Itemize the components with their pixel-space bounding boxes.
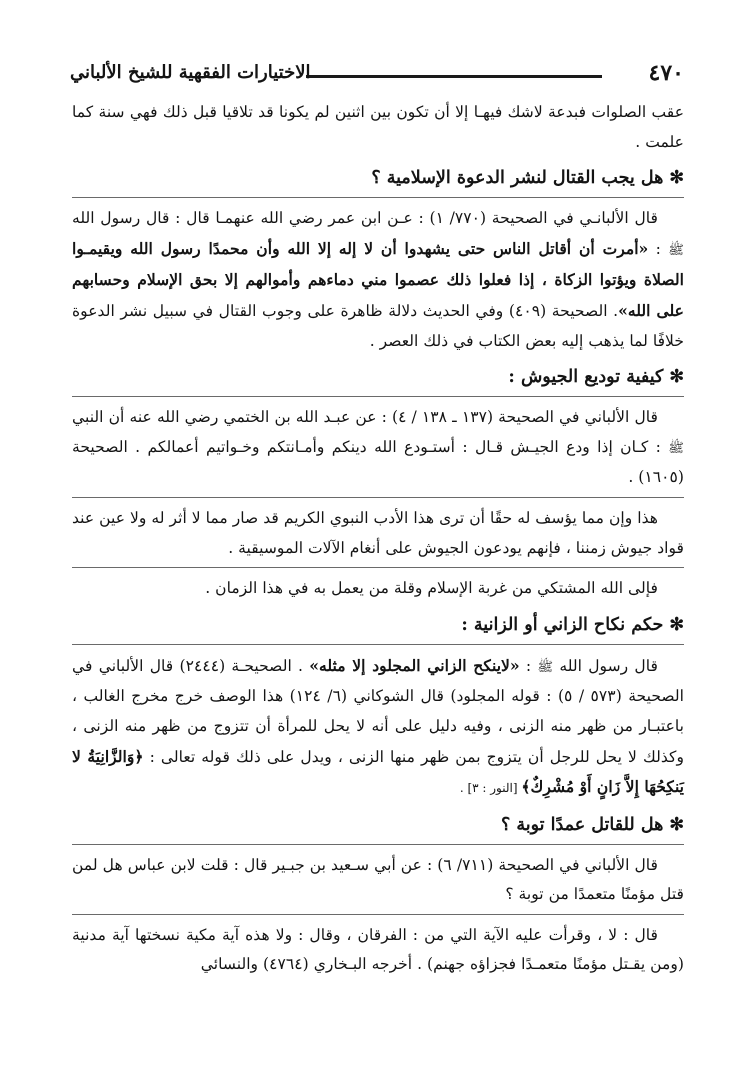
section-heading-armies [72,362,684,392]
section-divider [72,567,684,568]
section-heading-killer-repentance [72,810,684,840]
intro-paragraph: عقب الصلوات فبدعة لاشك فيهـا إلا أن تكون بين اثنين لم يكونا قد تلاقيا قبل ذلك فهي سنة كما علمت . [72,103,684,151]
text-run: : كـان إذا ودع الجيـش قـال : أستـودع الله دينكم وأمـانتكم وخـواتيم أعمالكم . الصحيحة (١٦٠٥) . [72,437,684,487]
heading-text: هل يجب القتال لنشر الدعوة الإسلامية ؟ [371,168,664,189]
page-body [72,98,684,984]
heading-text: حكم نكاح الزاني أو الزانية : [461,614,664,635]
heading-text: هل للقاتل عمدًا توبة ؟ [500,814,664,835]
hadith-quote: «أمرت أن أقاتل الناس حتى يشهدوا أن لا إله إلا الله وأن محمدًا رسول الله ويقيمـوا الصلاة ويؤتوا الزكاة ، إذا فعلوا ذلك عصموا مني دماءهم وأموالهم إلا بحق الإسلام وحسابهم على الله» [72,238,684,320]
section-divider [72,914,684,915]
star-bullet-icon: ✻ [669,168,684,189]
paragraph [72,651,684,804]
section-divider [72,497,684,498]
paragraph: فإلى الله المشتكي من غربة الإسلام وقلة من يعمل به في هذا الزمان . [205,579,658,598]
hadith-quote: «لاينكح الزاني المجلود إلا مثله» [309,655,520,675]
section-divider [72,844,684,845]
page-number: ٤٧٠ [648,60,684,86]
text-run: : [648,239,669,258]
paragraph: قال : لا ، وقرأت عليه الآية التي من : الفرقان ، وقال : ولا هذه آية مكية نسختها آية مدنية (ومن يقـتل مؤمنًا متعمـدًا فجزاؤه جهنم) . أخرجه البـخاري (٤٧٦٤) والنسائي [72,925,684,974]
star-bullet-icon: ✻ [669,614,684,635]
text-run: قال الألبانـي في الصحيحة (٧٧٠/ ١) : عـن ابن عمر رضي الله عنهمـا قال : قال رسول الله [72,209,658,228]
section-heading-marriage [72,610,684,640]
salawat-glyph: ﷺ [668,242,684,258]
section-heading-jihad [72,163,684,193]
paragraph: قال الألباني في الصحيحة (٧١١/ ٦) : عن أبي سـعيد بن جبـير قال : قلت لابن عباس هل لمن قتل مؤمنًا متعمدًا من توبة ؟ [72,855,684,904]
running-title: الاختيارات الفقهية للشيخ الألباني [70,62,311,83]
paragraph [72,204,684,356]
text-run: . الصحيحة (٤٠٩) وفي الحديث دلالة ظاهرة على وجوب القتال في سبيل نشر الدعوة خلافًا لما يذهب إليه بعض الكتاب في ذلك العصر . [72,301,684,350]
salawat-glyph: ﷺ [537,659,554,675]
star-bullet-icon: ✻ [669,367,684,388]
header-rule [306,75,602,78]
paragraph: هذا وإن مما يؤسف له حقًا أن ترى هذا الأدب النبوي الكريم قد صار مما لا أثر له ولا عين عند قواد جيوش زمننا ، فإنهم يودعون الجيوش على أنغام الآلات الموسيقية . [72,508,684,557]
verse-reference: [النور : ٣] . [459,781,522,796]
quran-verse: ﴿وَالزَّانِيَةُ لا يَنكِحُهَا إِلاَّ زَانٍ أَوْ مُشْرِكٌ﴾ [72,746,684,797]
section-divider [72,644,684,645]
heading-text: كيفية توديع الجيوش : [508,367,664,388]
page-header [70,58,684,94]
text-run: قال الألباني في الصحيحة (١٣٧ ـ ١٣٨ / ٤) : عن عبـد الله بن الختمي رضي الله عنه أن النبي [72,408,658,427]
star-bullet-icon: ✻ [669,814,684,835]
paragraph [72,403,684,493]
text-run: قال رسول الله [553,656,658,675]
section-divider [72,396,684,397]
text-run: : [519,656,538,675]
text-run: . الصحيحـة (٢٤٤٤) قال الألباني في الصحيحة (٥٧٣ / ٥) : قوله المجلود) قال الشوكاني (٦/ ١٢٤) هذا الوصف خرج مخرج الغالب ، باعتبـار من ظهر منه الزنى ، وفيه دليل على أنه لا يحل للمرأة أن تتزوج من ظهر منه الزنى ، وكذلك لا يحل للرجل أن يتزوج بمن ظهر منها الزنى ، ويدل على ذلك قوله تعالى : [72,656,684,766]
salawat-glyph: ﷺ [668,440,684,456]
section-divider [72,197,684,198]
